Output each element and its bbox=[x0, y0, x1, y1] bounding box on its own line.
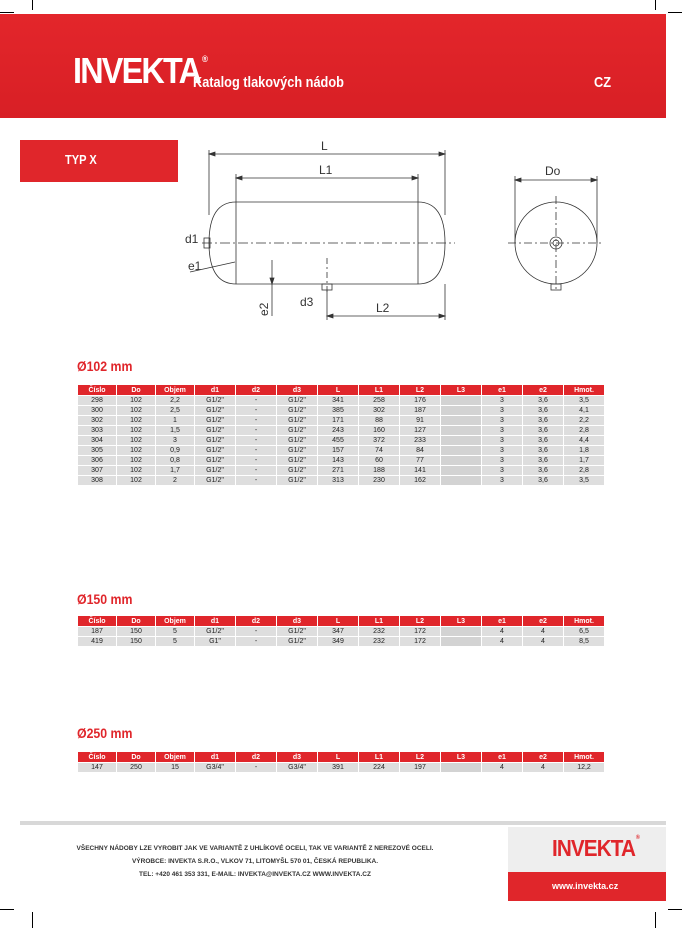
table-row bbox=[78, 466, 604, 475]
table-cell: G1/2" bbox=[195, 466, 235, 475]
table-cell: G1/2" bbox=[195, 396, 235, 405]
table-cell: 102 bbox=[117, 406, 155, 415]
catalog-title: Katalog tlakových nádob bbox=[193, 74, 344, 91]
table-cell: - bbox=[236, 426, 276, 435]
dim-label-Do: Do bbox=[545, 164, 561, 178]
table-cell bbox=[441, 637, 481, 646]
table-cell bbox=[441, 426, 481, 435]
table-cell bbox=[441, 406, 481, 415]
table-cell: 3 bbox=[482, 466, 522, 475]
table-cell: - bbox=[236, 476, 276, 485]
table-row bbox=[78, 426, 604, 435]
table-cell: G1/2" bbox=[195, 446, 235, 455]
table-cell: 172 bbox=[400, 637, 440, 646]
table-cell: 3 bbox=[156, 436, 194, 445]
table-cell: 171 bbox=[318, 416, 358, 425]
table-cell: 1,8 bbox=[564, 446, 604, 455]
table-cell: 74 bbox=[359, 446, 399, 455]
column-header: d1 bbox=[195, 385, 235, 395]
column-header: e2 bbox=[523, 385, 563, 395]
table-cell: G1/2" bbox=[195, 476, 235, 485]
table-cell: 391 bbox=[318, 763, 358, 772]
column-header: Číslo bbox=[78, 616, 116, 626]
table-cell: 347 bbox=[318, 627, 358, 636]
table-cell: G1/2" bbox=[277, 436, 317, 445]
table-cell: 188 bbox=[359, 466, 399, 475]
table-cell: - bbox=[236, 416, 276, 425]
table-cell: G1/2" bbox=[277, 466, 317, 475]
table-cell: 3,6 bbox=[523, 406, 563, 415]
table-cell: G1/2" bbox=[195, 426, 235, 435]
table-cell: 224 bbox=[359, 763, 399, 772]
table-cell bbox=[441, 396, 481, 405]
column-header: d3 bbox=[277, 752, 317, 762]
dim-label-L: L bbox=[321, 139, 328, 153]
section-title: Ø150 mm bbox=[77, 591, 133, 607]
footer-logo bbox=[552, 835, 640, 862]
column-header: Hmot. bbox=[564, 752, 604, 762]
table-cell: 160 bbox=[359, 426, 399, 435]
table-cell: 77 bbox=[400, 456, 440, 465]
column-header: L2 bbox=[400, 752, 440, 762]
table-cell: 6,5 bbox=[564, 627, 604, 636]
column-header: d3 bbox=[277, 616, 317, 626]
table-row bbox=[78, 637, 604, 646]
language-code: CZ bbox=[594, 74, 611, 91]
column-header: Objem bbox=[156, 385, 194, 395]
table-cell: 141 bbox=[400, 466, 440, 475]
table-cell: 2,8 bbox=[564, 426, 604, 435]
table-cell: G1/2" bbox=[195, 627, 235, 636]
column-header: Do bbox=[117, 616, 155, 626]
column-header: L bbox=[318, 616, 358, 626]
table-cell: 1 bbox=[156, 416, 194, 425]
table-cell: 230 bbox=[359, 476, 399, 485]
table-cell: 8,5 bbox=[564, 637, 604, 646]
type-label: TYP X bbox=[65, 152, 97, 167]
table-cell bbox=[441, 627, 481, 636]
table-row bbox=[78, 436, 604, 445]
table-cell: 307 bbox=[78, 466, 116, 475]
footer-brand-box bbox=[508, 827, 666, 901]
table-cell: 102 bbox=[117, 466, 155, 475]
vessel-technical-drawing bbox=[180, 130, 620, 330]
table-cell: G1/2" bbox=[195, 416, 235, 425]
table-cell bbox=[441, 476, 481, 485]
table-cell: - bbox=[236, 627, 276, 636]
table-cell bbox=[441, 763, 481, 772]
table-cell: 5 bbox=[156, 627, 194, 636]
dim-label-e1: e1 bbox=[188, 259, 202, 273]
table-cell bbox=[441, 446, 481, 455]
table-cell: 5 bbox=[156, 637, 194, 646]
table-cell: 176 bbox=[400, 396, 440, 405]
table-cell: 4 bbox=[482, 763, 522, 772]
table-cell: 271 bbox=[318, 466, 358, 475]
spec-table bbox=[77, 615, 605, 647]
table-cell: G1/2" bbox=[277, 416, 317, 425]
table-cell: 1,5 bbox=[156, 426, 194, 435]
table-cell: 0,8 bbox=[156, 456, 194, 465]
table-cell: 3,6 bbox=[523, 426, 563, 435]
crop-mark bbox=[0, 909, 14, 910]
column-header: L1 bbox=[359, 616, 399, 626]
table-cell: 2,2 bbox=[156, 396, 194, 405]
table-cell: G3/4" bbox=[277, 763, 317, 772]
crop-mark bbox=[32, 0, 33, 10]
table-cell: 3 bbox=[482, 416, 522, 425]
table-cell: 12,2 bbox=[564, 763, 604, 772]
column-header: d3 bbox=[277, 385, 317, 395]
table-cell: 150 bbox=[117, 627, 155, 636]
table-cell: 305 bbox=[78, 446, 116, 455]
column-header: L2 bbox=[400, 385, 440, 395]
table-cell: 147 bbox=[78, 763, 116, 772]
table-cell: 303 bbox=[78, 426, 116, 435]
table-row bbox=[78, 627, 604, 636]
table-cell: 3 bbox=[482, 426, 522, 435]
column-header: Do bbox=[117, 752, 155, 762]
table-cell: - bbox=[236, 637, 276, 646]
table-cell: 233 bbox=[400, 436, 440, 445]
footer-logo-panel bbox=[508, 827, 666, 872]
column-header: Objem bbox=[156, 752, 194, 762]
table-cell: 4 bbox=[523, 763, 563, 772]
table-cell: G1/2" bbox=[277, 406, 317, 415]
table-cell: 150 bbox=[117, 637, 155, 646]
table-cell: 300 bbox=[78, 406, 116, 415]
table-cell: 60 bbox=[359, 456, 399, 465]
table-cell: 232 bbox=[359, 627, 399, 636]
table-cell: 385 bbox=[318, 406, 358, 415]
table-cell bbox=[441, 466, 481, 475]
table-cell: G1/2" bbox=[195, 406, 235, 415]
table-cell: 4 bbox=[523, 627, 563, 636]
table-cell: 3,6 bbox=[523, 446, 563, 455]
registered-mark: ® bbox=[202, 54, 208, 64]
column-header: e1 bbox=[482, 385, 522, 395]
table-row bbox=[78, 763, 604, 772]
table-cell: 455 bbox=[318, 436, 358, 445]
table-cell: 2,8 bbox=[564, 466, 604, 475]
crop-mark bbox=[668, 12, 682, 13]
table-cell: 4 bbox=[482, 637, 522, 646]
section-title: Ø250 mm bbox=[77, 725, 133, 741]
footer-note: VŠECHNY NÁDOBY LZE VYROBIT JAK VE VARIANTĚ Z UHLÍKOVÉ OCELI, TAK VE VARIANTĚ Z NEREZOVÉ OCELI. bbox=[76, 845, 434, 852]
table-cell: 187 bbox=[400, 406, 440, 415]
table-cell: 2,2 bbox=[564, 416, 604, 425]
table-cell: 3,6 bbox=[523, 396, 563, 405]
table-cell: 4,1 bbox=[564, 406, 604, 415]
table-cell: 3,6 bbox=[523, 416, 563, 425]
table-cell: - bbox=[236, 446, 276, 455]
table-cell: 3 bbox=[482, 476, 522, 485]
table-cell: 3,5 bbox=[564, 476, 604, 485]
table-cell: 102 bbox=[117, 456, 155, 465]
column-header: e1 bbox=[482, 616, 522, 626]
table-cell: 3 bbox=[482, 396, 522, 405]
table-cell: 1,7 bbox=[156, 466, 194, 475]
table-cell: 4 bbox=[523, 637, 563, 646]
table-row bbox=[78, 446, 604, 455]
table-cell: 3,6 bbox=[523, 476, 563, 485]
column-header: L3 bbox=[441, 616, 481, 626]
table-cell: 243 bbox=[318, 426, 358, 435]
column-header: Objem bbox=[156, 616, 194, 626]
table-cell: - bbox=[236, 436, 276, 445]
column-header: Hmot. bbox=[564, 616, 604, 626]
table-cell: 3,6 bbox=[523, 466, 563, 475]
column-header: Hmot. bbox=[564, 385, 604, 395]
table-cell: 3,5 bbox=[564, 396, 604, 405]
crop-mark bbox=[655, 912, 656, 928]
table-cell: - bbox=[236, 763, 276, 772]
table-cell: 3,6 bbox=[523, 456, 563, 465]
header-banner bbox=[0, 14, 666, 118]
table-cell bbox=[441, 456, 481, 465]
table-cell: 157 bbox=[318, 446, 358, 455]
footer-divider bbox=[20, 821, 666, 825]
table-cell: 143 bbox=[318, 456, 358, 465]
crop-mark bbox=[668, 909, 682, 910]
section-title: Ø102 mm bbox=[77, 358, 133, 374]
table-row bbox=[78, 396, 604, 405]
table-cell: - bbox=[236, 406, 276, 415]
table-cell: G1/2" bbox=[277, 637, 317, 646]
table-cell: - bbox=[236, 396, 276, 405]
table-cell: 197 bbox=[400, 763, 440, 772]
crop-mark bbox=[32, 912, 33, 928]
table-row bbox=[78, 406, 604, 415]
column-header: Číslo bbox=[78, 385, 116, 395]
table-cell: G1/2" bbox=[277, 396, 317, 405]
footer-contact: TEL: +420 461 353 331, E-MAIL: INVEKTA@INVEKTA.CZ WWW.INVEKTA.CZ bbox=[139, 871, 371, 878]
table-cell: 3 bbox=[482, 446, 522, 455]
column-header: e1 bbox=[482, 752, 522, 762]
footer-logo-text: INVEKTA bbox=[552, 835, 636, 861]
column-header: d1 bbox=[195, 752, 235, 762]
dim-label-L2: L2 bbox=[376, 301, 390, 315]
table-cell: G1/2" bbox=[277, 476, 317, 485]
table-cell: 250 bbox=[117, 763, 155, 772]
column-header: d2 bbox=[236, 385, 276, 395]
table-cell: G1/2" bbox=[277, 627, 317, 636]
table-cell: 304 bbox=[78, 436, 116, 445]
table-cell: 4 bbox=[482, 627, 522, 636]
column-header: L bbox=[318, 385, 358, 395]
table-cell: 349 bbox=[318, 637, 358, 646]
table-cell: 298 bbox=[78, 396, 116, 405]
table-cell: 102 bbox=[117, 446, 155, 455]
table-cell: G1/2" bbox=[277, 426, 317, 435]
column-header: d2 bbox=[236, 752, 276, 762]
table-cell: 302 bbox=[359, 406, 399, 415]
brand-logo bbox=[73, 50, 208, 92]
table-cell: G1/2" bbox=[277, 446, 317, 455]
table-cell: - bbox=[236, 466, 276, 475]
table-cell: 302 bbox=[78, 416, 116, 425]
table-row bbox=[78, 476, 604, 485]
table-cell: 258 bbox=[359, 396, 399, 405]
table-cell: G1/2" bbox=[195, 436, 235, 445]
table-cell: 102 bbox=[117, 426, 155, 435]
table-row bbox=[78, 416, 604, 425]
table-cell: - bbox=[236, 456, 276, 465]
table-row bbox=[78, 456, 604, 465]
table-cell: 91 bbox=[400, 416, 440, 425]
brand-logo-text: INVEKTA bbox=[73, 50, 201, 91]
column-header: d1 bbox=[195, 616, 235, 626]
table-cell: 3 bbox=[482, 436, 522, 445]
dim-label-e2: e2 bbox=[257, 302, 271, 316]
table-cell: 2,5 bbox=[156, 406, 194, 415]
footer-address: VÝROBCE: INVEKTA S.R.O., VLKOV 71, LITOMYŠL 570 01, ČESKÁ REPUBLIKA. bbox=[131, 858, 379, 865]
table-cell: 232 bbox=[359, 637, 399, 646]
table-cell: 341 bbox=[318, 396, 358, 405]
table-cell: 308 bbox=[78, 476, 116, 485]
table-cell: G1" bbox=[195, 637, 235, 646]
column-header: e2 bbox=[523, 752, 563, 762]
table-cell: 84 bbox=[400, 446, 440, 455]
column-header: d2 bbox=[236, 616, 276, 626]
table-cell: 1,7 bbox=[564, 456, 604, 465]
column-header: L3 bbox=[441, 752, 481, 762]
table-cell: 0,9 bbox=[156, 446, 194, 455]
column-header: L2 bbox=[400, 616, 440, 626]
table-cell: 162 bbox=[400, 476, 440, 485]
table-cell: 15 bbox=[156, 763, 194, 772]
table-cell: 172 bbox=[400, 627, 440, 636]
table-cell: 4,4 bbox=[564, 436, 604, 445]
table-cell: 187 bbox=[78, 627, 116, 636]
column-header: L1 bbox=[359, 385, 399, 395]
column-header: L1 bbox=[359, 752, 399, 762]
footer-registered-mark: ® bbox=[635, 835, 640, 841]
table-cell: 102 bbox=[117, 476, 155, 485]
column-header: L bbox=[318, 752, 358, 762]
table-cell: 419 bbox=[78, 637, 116, 646]
table-cell: 2 bbox=[156, 476, 194, 485]
spec-table bbox=[77, 751, 605, 773]
dim-label-L1: L1 bbox=[319, 163, 333, 177]
type-label-box bbox=[20, 140, 178, 182]
table-cell: G1/2" bbox=[277, 456, 317, 465]
column-header: e2 bbox=[523, 616, 563, 626]
dim-label-d1: d1 bbox=[185, 232, 199, 246]
table-cell: 102 bbox=[117, 436, 155, 445]
table-cell: 313 bbox=[318, 476, 358, 485]
column-header: L3 bbox=[441, 385, 481, 395]
table-cell: 102 bbox=[117, 396, 155, 405]
table-cell: 3 bbox=[482, 406, 522, 415]
website-link[interactable]: www.invekta.cz bbox=[552, 881, 619, 891]
table-cell: 88 bbox=[359, 416, 399, 425]
crop-mark bbox=[0, 12, 14, 13]
table-cell: 3 bbox=[482, 456, 522, 465]
table-cell: 102 bbox=[117, 416, 155, 425]
table-cell bbox=[441, 416, 481, 425]
table-cell: G1/2" bbox=[195, 456, 235, 465]
dim-label-d3: d3 bbox=[300, 295, 314, 309]
table-cell bbox=[441, 436, 481, 445]
crop-mark bbox=[655, 0, 656, 10]
column-header: Do bbox=[117, 385, 155, 395]
table-cell: 3,6 bbox=[523, 436, 563, 445]
table-cell: 127 bbox=[400, 426, 440, 435]
column-header: Číslo bbox=[78, 752, 116, 762]
spec-table bbox=[77, 384, 605, 486]
table-cell: 372 bbox=[359, 436, 399, 445]
table-cell: G3/4" bbox=[195, 763, 235, 772]
table-cell: 306 bbox=[78, 456, 116, 465]
